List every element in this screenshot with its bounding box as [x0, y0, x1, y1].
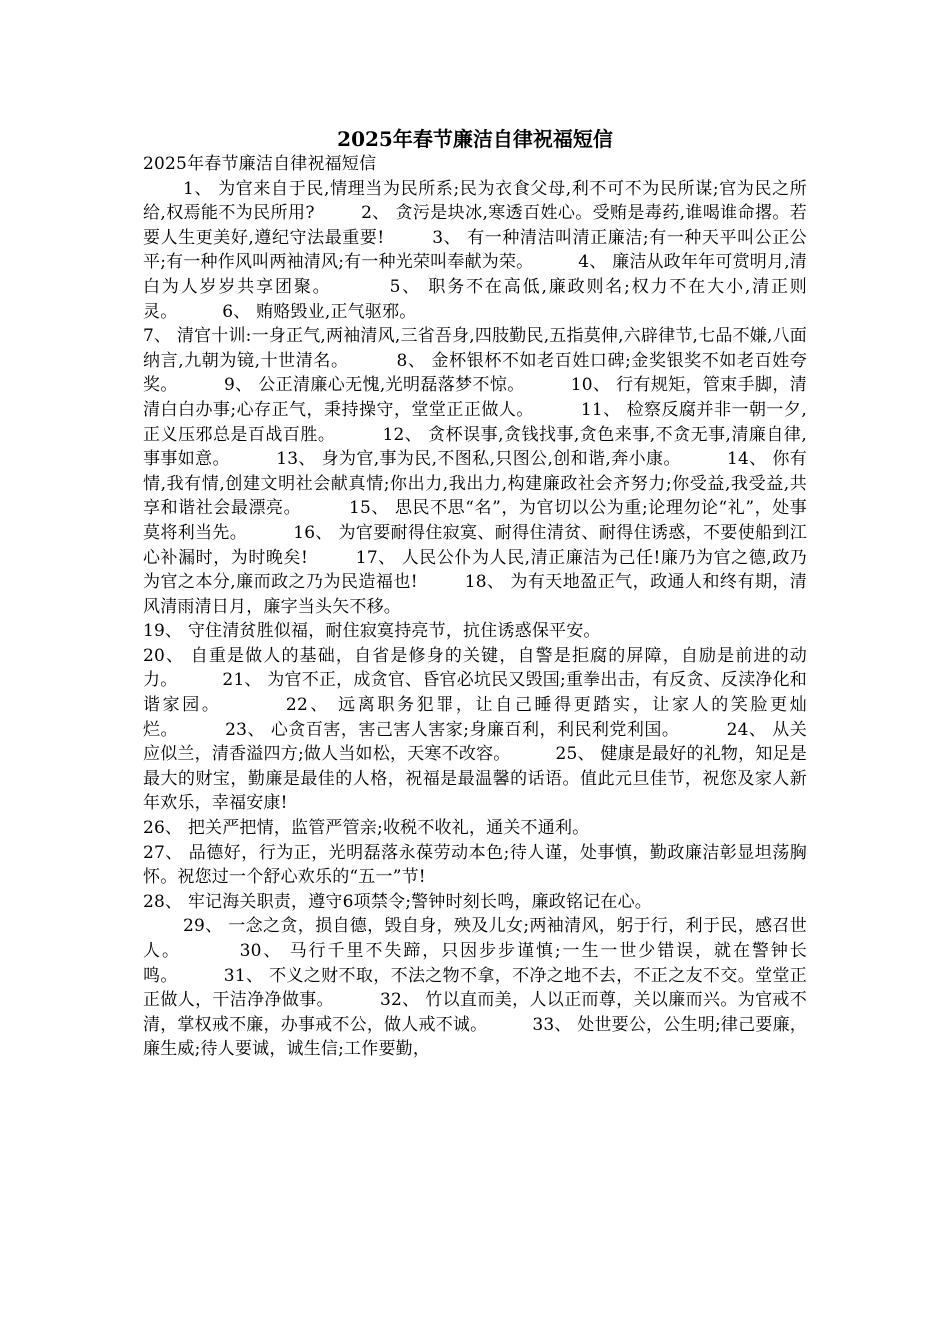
message-item: 29、 一念之贪，损自德，毁自身，殃及儿女;两袖清风，躬于行，利于民，感召世人。: [143, 916, 807, 961]
message-item: 19、 守住清贫胜似福，耐住寂寞持亮节，抗住诱惑保平安。: [143, 621, 601, 642]
paragraph: [143, 890, 807, 915]
message-item: 32、 竹以直而美，人以正而尊，关以廉而兴。为官戒不清，掌权戒不廉，办事戒不公，做人戒不诚。: [143, 990, 807, 1035]
document-title: 2025年春节廉洁自律祝福短信: [337, 127, 613, 151]
message-item: 4、 廉洁从政年年可赏明月,清白为人岁岁共享团聚。: [143, 252, 808, 297]
paragraph: [143, 644, 807, 816]
paragraph: [143, 177, 807, 325]
message-item: 2、 贪污是块冰,寒透百姓心。受贿是毒药,谁喝谁命撂。若要人生更美好,遵纪守法最重要!: [143, 203, 807, 248]
message-item: 27、 品德好，行为正，光明磊落永葆劳动本色;待人谨，处事慎，勤政廉洁彰显坦荡胸怀。祝您过一个舒心欢乐的“五一”节!: [143, 842, 807, 888]
message-item: 14、 你有情,我有情,创建文明社会献真情;你出力,我出力,构建廉政社会齐努力;你受益,我受益,共享和谐社会最漂亮。: [143, 449, 807, 519]
message-item: 24、 从关应似兰，清香溢四方;做人当如松，天寒不改容。: [143, 719, 807, 765]
message-item: 10、 行有规矩，管束手脚，清清白白办事;心存正气，秉持操守，堂堂正正做人。: [143, 375, 807, 420]
message-item: 6、 贿赂毁业,正气驱邪。: [222, 301, 417, 322]
message-item: 20、 自重是做人的基础，自省是修身的关键，自警是拒腐的屏障，自励是前进的动力。: [143, 645, 807, 691]
message-item: 30、 马行千里不失蹄，只因步步谨慎;一生一世少错误，就在警钟长鸣。: [143, 941, 807, 986]
message-item: 15、 思民不思“名”，为官切以公为重;论理勿论“礼”，处事莫将利当先。: [143, 498, 807, 543]
message-item: 3、 有一种清洁叫清正廉洁;有一种天平叫公正公平;有一种作风叫两袖清风;有一种光荣叫奉献为荣。: [143, 227, 807, 273]
message-item: 21、 为官不正，成贪官、昏官必坑民又毁国;重拳出击，有反贪、反渎净化和谐家园。: [143, 670, 807, 716]
message-item: 5、 职务不在高低,廉政则名;权力不在大小,清正则灵。: [143, 276, 807, 322]
document-subtitle: 2025年春节廉洁自律祝福短信: [143, 154, 377, 174]
message-item: 12、 贪杯误事,贪钱找事,贪色来事,不贪无事,清廉自律,事事如意。: [143, 424, 807, 470]
message-item: 33、 处世要公，公生明;律己要廉，廉生威;待人要诚，诚生信;工作要勤，: [143, 1014, 807, 1060]
paragraph: [143, 324, 807, 619]
message-item: 8、 金杯银杯不如老百姓口碑;金奖银奖不如老百姓夸奖。: [143, 350, 807, 396]
message-item: 11、 检察反腐并非一朝一夕,正义压邪总是百战百胜。: [143, 399, 807, 445]
paragraph: [143, 619, 807, 644]
message-item: 16、 为官要耐得住寂寞、耐得住清贫、耐得住诱惑，不要使船到江心补漏时，为时晚矣!: [143, 522, 807, 568]
message-item: 28、 牢记海关职责，遵守6项禁令;警钟时刻长鸣，廉政铭记在心。: [143, 891, 652, 912]
message-item: 7、 清官十训:一身正气,两袖清风,三省吾身,四肢勤民,五指莫伸,六辟律节,七品不嫌,八面纳言,九朝为镜,十世清名。: [143, 326, 807, 371]
message-item: 1、 为官来自于民,情理当为民所系;民为衣食父母,利不可不为民所谋;官为民之所给,权焉能不为民所用?: [143, 178, 807, 224]
message-item: 26、 把关严把情，监管严管亲;收税不收礼，通关不通利。: [143, 818, 590, 839]
message-item: 9、 公正清廉心无愧,光明磊落梦不惊。: [223, 375, 525, 396]
message-item: 17、 人民公仆为人民,清正廉洁为己任!廉乃为官之德,政乃为官之本分,廉而政之乃为民造福也!: [143, 547, 807, 593]
paragraph: [143, 914, 807, 1062]
document-body: [143, 152, 807, 1062]
paragraph: [143, 841, 807, 890]
paragraph: [143, 816, 807, 841]
message-item: 31、 不义之财不取，不法之物不拿，不净之地不去，不正之友不交。堂堂正正做人，干洁净净做事。: [143, 965, 807, 1011]
message-item: 13、 身为官,事为民,不图私,只图公,创和谐,奔小康。: [276, 449, 681, 470]
message-item: 23、 心贪百害，害己害人害家;身廉百利，利民利党利国。: [225, 719, 680, 740]
message-item: 18、 为有天地盈正气，政通人和终有期，清风清雨清日月，廉字当头矢不移。: [143, 572, 807, 617]
message-item: 22、 远离职务犯罪，让自己睡得更踏实，让家人的笑脸更灿烂。: [143, 695, 807, 740]
message-item: 25、 健康是最好的礼物，知足是最大的财宝，勤廉是最佳的人格，祝福是最温馨的话语。值此元旦佳节，祝您及家人新年欢乐，幸福安康!: [143, 744, 807, 814]
